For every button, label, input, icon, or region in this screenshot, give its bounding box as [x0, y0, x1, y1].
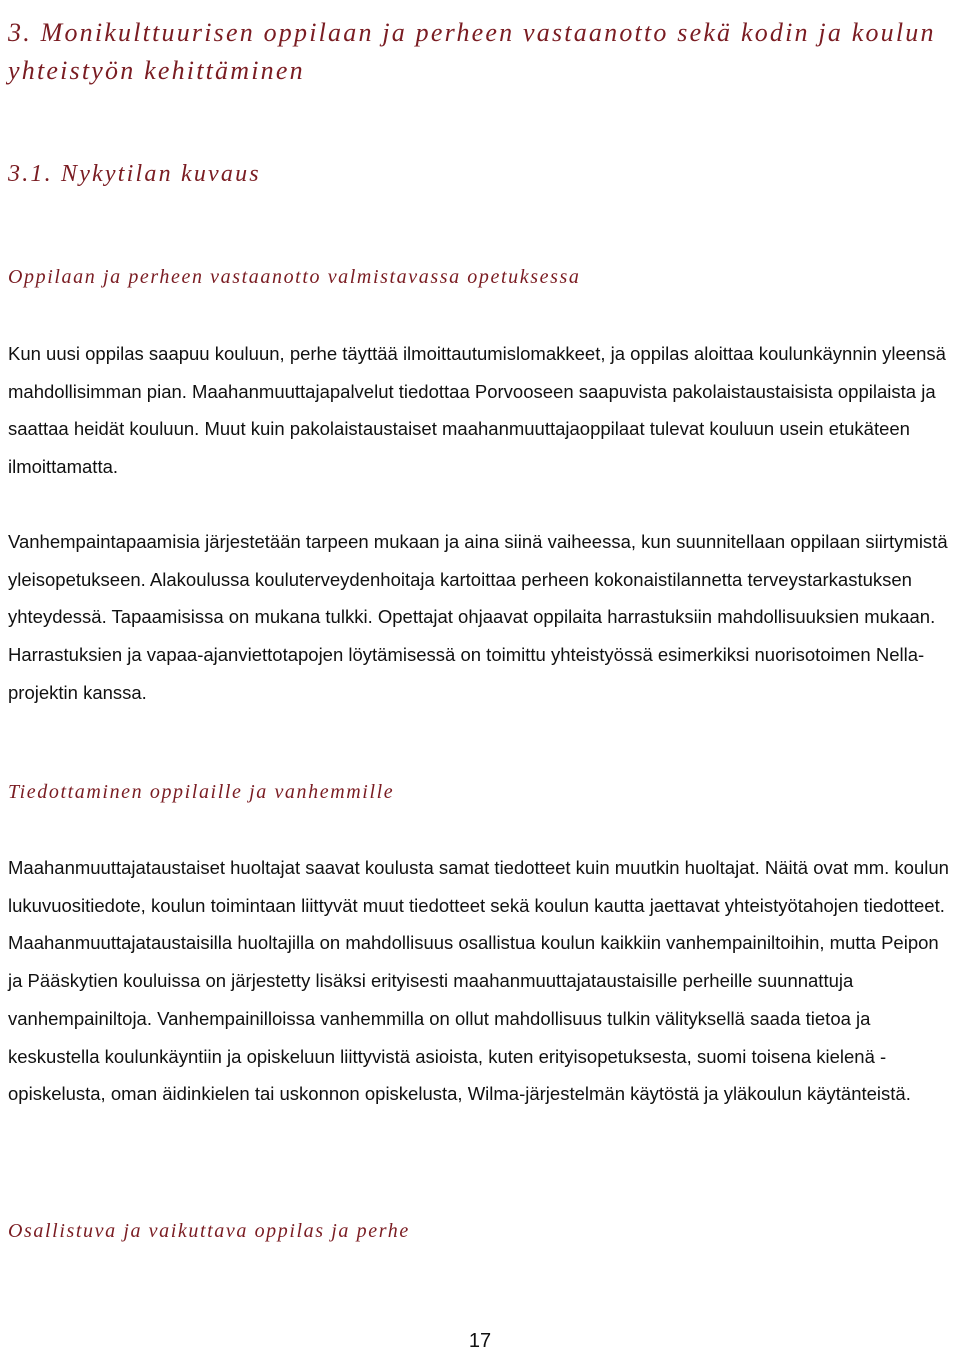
chapter-title: 3. Monikulttuurisen oppilaan ja perheen vastaanotto sekä kodin ja koulun yhteistyön kehittäminen: [8, 18, 936, 85]
page-number: 17: [468, 1330, 492, 1352]
subsection-title-reception: Oppilaan ja perheen vastaanotto valmistavassa opetuksessa: [8, 266, 581, 288]
paragraph-communication-1: Maahanmuuttajataustaiset huoltajat saavat koulusta samat tiedotteet kuin muutkin huoltajat. Näitä ovat mm. koulun lukuvuositiedote, koulun toimintaan liittyvät muut tiedotteet sekä koulun kautta jaettavat yhteistyötahojen tiedotteet. Maahanmuuttajataustaisilla huoltajilla on mahdollisuus osallistua koulun kaikkiin vanhempainiltoihin, mutta Peipon ja Pääskytien kouluissa on järjestetty lisäksi erityisesti maahanmuuttajataustaisille perheille suunnattuja vanhempainiltoja. Vanhempainilloissa vanhemmilla on ollut mahdollisuus tulkin välityksellä saada tietoa ja keskustella koulunkäyntiin ja opiskeluun liittyvistä asioista, kuten erityisopetuksesta, suomi toisena kielenä -opiskelusta, oman äidinkielen tai uskonnon opiskelusta, Wilma-järjestelmän käytöstä ja yläkoulun käytänteistä.: [8, 857, 949, 1105]
paragraph-reception-1: Kun uusi oppilas saapuu kouluun, perhe täyttää ilmoittautumislomakkeet, ja oppilas aloittaa koulunkäynnin yleensä mahdollisimman pian. Maahanmuuttajapalvelut tiedottaa Porvooseen saapuvista pakolaistaustaisista oppilaista ja saattaa heidät kouluun. Muut kuin pakolaistaustaiset maahanmuuttajaoppilaat tulevat kouluun usein etukäteen ilmoittamatta.: [8, 343, 946, 478]
subsection-title-participation: Osallistuva ja vaikuttava oppilas ja perhe: [8, 1220, 410, 1242]
paragraph-reception-2: Vanhempaintapaamisia järjestetään tarpeen mukaan ja aina siinä vaiheessa, kun suunnitellaan oppilaan siirtymistä yleisopetukseen. Alakoulussa kouluterveydenhoitaja kartoittaa perheen kokonaistilannetta terveystarkastuksen yhteydessä. Tapaamisissa on mukana tulkki. Opettajat ohjaavat oppilaita harrastuksiin mahdollisuuksien mukaan. Harrastuksien ja vapaa-ajanviettotapojen löytämisessä on toimittu yhteistyössä esimerkiksi nuorisotoimen Nella-projektin kanssa.: [8, 531, 948, 703]
subsection-title-communication: Tiedottaminen oppilaille ja vanhemmille: [8, 781, 395, 803]
section-title: 3.1. Nykytilan kuvaus: [8, 161, 261, 187]
